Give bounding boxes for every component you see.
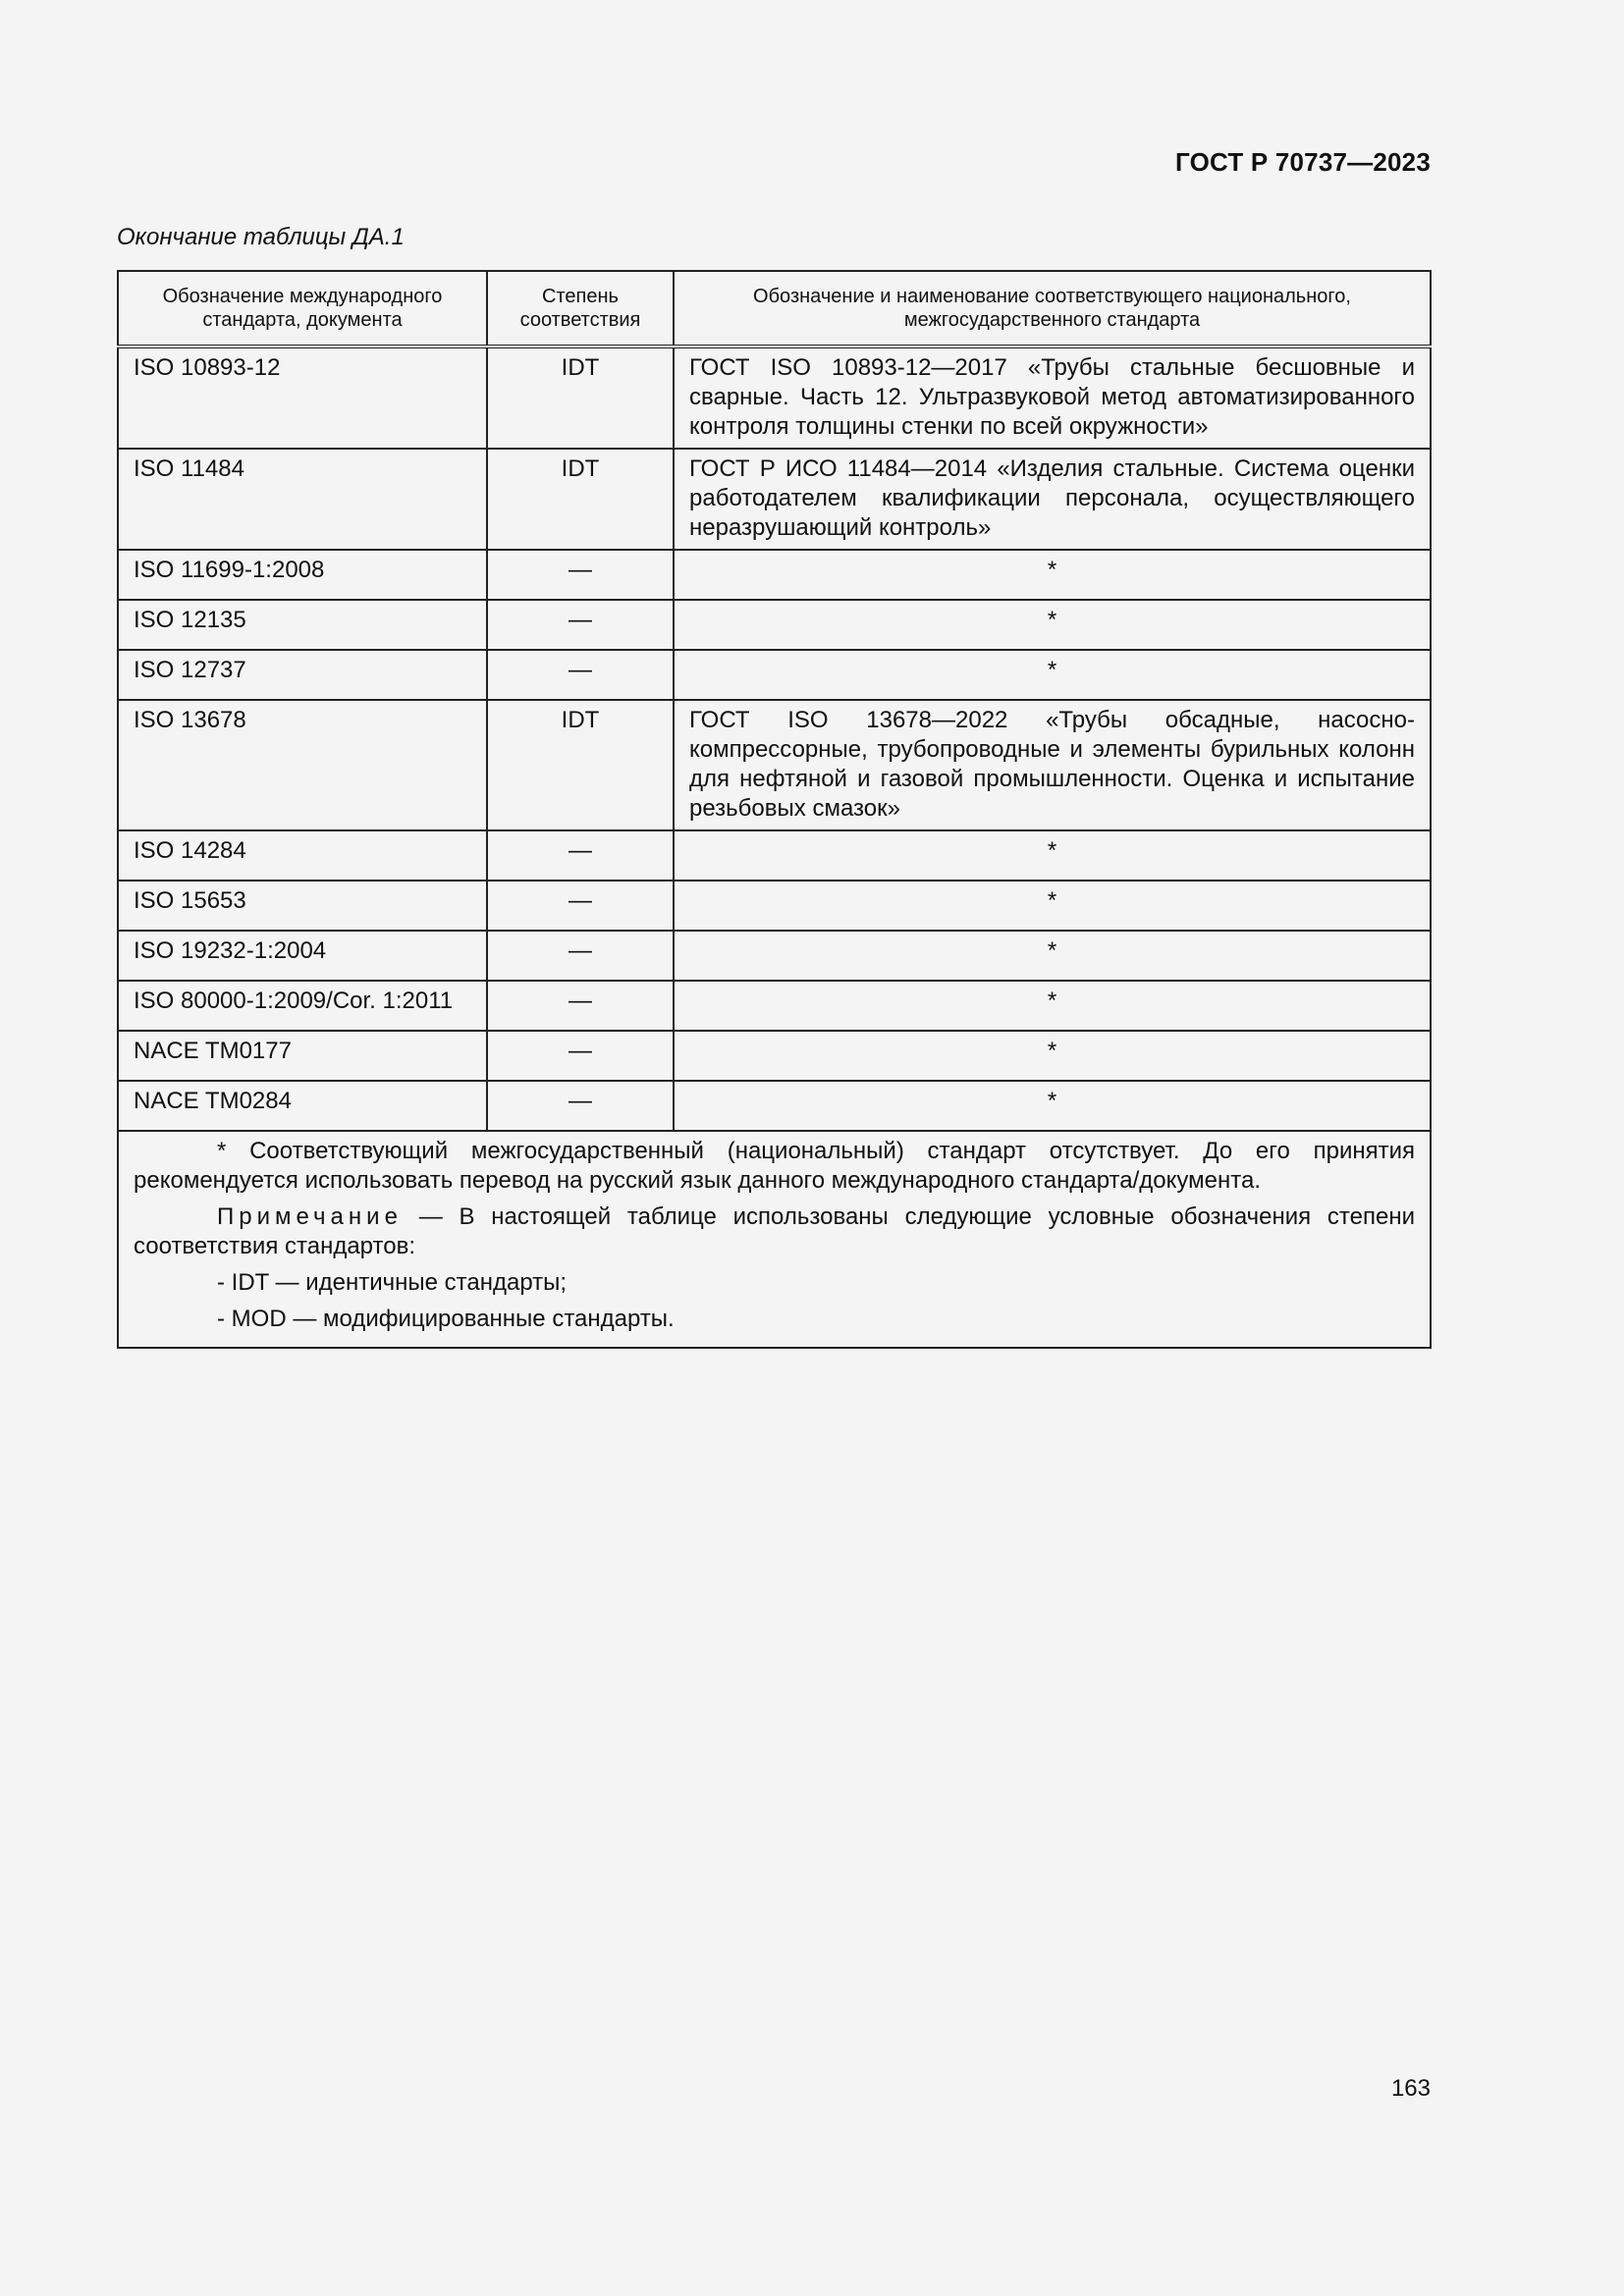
- header-international-standard: Обозначение международного стандарта, документа: [118, 271, 487, 347]
- cell-degree: —: [487, 881, 674, 931]
- cell-intl-standard: NACE TM0284: [118, 1081, 487, 1131]
- cell-national-standard: *: [674, 650, 1431, 700]
- document-code: ГОСТ Р 70737—2023: [1175, 147, 1431, 177]
- cell-national-standard: ГОСТ Р ИСО 11484—2014 «Изделия стальные. Система оценки работодателем квалификации персонала, осуществляющего неразрушающий контроль»: [674, 449, 1431, 550]
- cell-intl-standard: ISO 11699-1:2008: [118, 550, 487, 600]
- cell-national-standard: ГОСТ ISO 10893-12—2017 «Трубы стальные бесшовные и сварные. Часть 12. Ультразвуковой метод автоматизированного контроля толщины стенки по всей окружности»: [674, 347, 1431, 449]
- cell-degree: IDT: [487, 449, 674, 550]
- footnote-cell: [118, 1131, 1431, 1348]
- legend-item-idt: - IDT — идентичные стандарты;: [217, 1269, 568, 1296]
- cell-degree: —: [487, 981, 674, 1031]
- standards-table-container: [117, 270, 1430, 1349]
- cell-national-standard: *: [674, 1031, 1431, 1081]
- cell-degree: —: [487, 1031, 674, 1081]
- cell-degree: —: [487, 931, 674, 981]
- cell-national-standard: *: [674, 600, 1431, 650]
- cell-degree: IDT: [487, 700, 674, 830]
- cell-intl-standard: ISO 80000-1:2009/Cor. 1:2011: [118, 981, 487, 1031]
- cell-national-standard: ГОСТ ISO 13678—2022 «Трубы обсадные, насосно-компрессорные, трубопроводные и элементы бурильных колонн для нефтяной и газовой промышленности. Оценка и испытание резьбовых смазок»: [674, 700, 1431, 830]
- cell-intl-standard: ISO 10893-12: [118, 347, 487, 449]
- note-label: Примечание: [217, 1203, 403, 1230]
- cell-national-standard: *: [674, 931, 1431, 981]
- table-row: [118, 1081, 1431, 1131]
- table-row: [118, 981, 1431, 1031]
- table-row: [118, 347, 1431, 449]
- header-degree-of-conformity: Степень соответствия: [487, 271, 674, 347]
- cell-intl-standard: NACE TM0177: [118, 1031, 487, 1081]
- cell-degree: —: [487, 650, 674, 700]
- note-paragraph: [134, 1202, 1415, 1261]
- cell-intl-standard: ISO 12737: [118, 650, 487, 700]
- page-number: 163: [1390, 2075, 1431, 2102]
- table-row: [118, 550, 1431, 600]
- cell-degree: —: [487, 830, 674, 881]
- legend-item-mod: - MOD — модифицированные стандарты.: [217, 1306, 675, 1332]
- cell-intl-standard: ISO 14284: [118, 830, 487, 881]
- cell-degree: —: [487, 1081, 674, 1131]
- cell-national-standard: *: [674, 881, 1431, 931]
- table-row: [118, 600, 1431, 650]
- cell-intl-standard: ISO 12135: [118, 600, 487, 650]
- cell-national-standard: *: [674, 830, 1431, 881]
- table-row: [118, 830, 1431, 881]
- cell-intl-standard: ISO 13678: [118, 700, 487, 830]
- cell-intl-standard: ISO 15653: [118, 881, 487, 931]
- note-text: — В настоящей таблице использованы следующие условные обозначения степени соответствия стандартов:: [134, 1203, 1415, 1259]
- cell-intl-standard: ISO 19232-1:2004: [118, 931, 487, 981]
- cell-degree: —: [487, 600, 674, 650]
- cell-degree: —: [487, 550, 674, 600]
- cell-national-standard: *: [674, 550, 1431, 600]
- table-row: [118, 881, 1431, 931]
- table-row: [118, 650, 1431, 700]
- cell-intl-standard: ISO 11484: [118, 449, 487, 550]
- footnote-text: * Соответствующий межгосударственный (национальный) стандарт отсутствует. До его принятия рекомендуется использовать перевод на русский язык данного международного стандарта/документа.: [134, 1138, 1415, 1194]
- table-row: [118, 449, 1431, 550]
- table-row: [118, 1031, 1431, 1081]
- table-row: [118, 931, 1431, 981]
- header-national-standard: Обозначение и наименование соответствующего национального, межгосударственного стандарта: [674, 271, 1431, 347]
- cell-national-standard: *: [674, 1081, 1431, 1131]
- table-footnote-row: [118, 1131, 1431, 1348]
- standards-table: [117, 270, 1432, 1349]
- cell-national-standard: *: [674, 981, 1431, 1031]
- table-header-row: [118, 271, 1431, 347]
- table-row: [118, 700, 1431, 830]
- table-caption: Окончание таблицы ДА.1: [117, 224, 405, 250]
- cell-degree: IDT: [487, 347, 674, 449]
